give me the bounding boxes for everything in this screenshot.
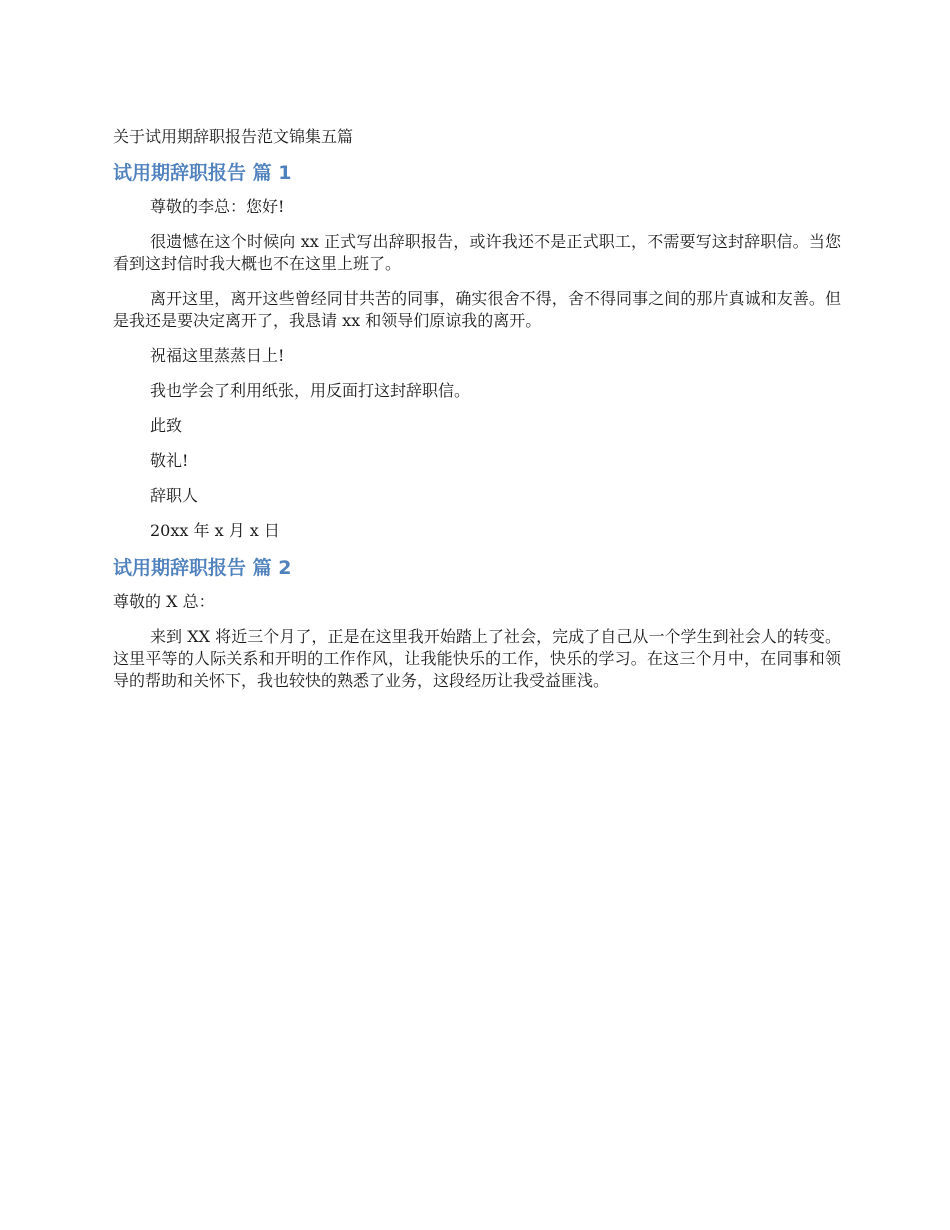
salutation: 尊敬的 X 总：: [113, 592, 215, 611]
section-heading: 试用期辞职报告 篇 2: [113, 557, 292, 579]
section-2: [113, 555, 841, 692]
salutation: 尊敬的李总：您好!: [150, 197, 285, 216]
section-1: [113, 160, 841, 542]
signature-label: 辞职人: [150, 486, 199, 505]
body-paragraph: 离开这里，离开这些曾经同甘共苦的同事，确实很舍不得，舍不得同事之间的那片真诚和友善。但是我还是要决定离开了，我恳请 xx 和领导们原谅我的离开。: [113, 289, 841, 330]
document-title: 关于试用期辞职报告范文锦集五篇: [113, 127, 354, 146]
body-paragraph: 很遗憾在这个时候向 xx 正式写出辞职报告，或许我还不是正式职工，不需要写这封辞职信。当您看到这封信时我大概也不在这里上班了。: [113, 232, 841, 273]
body-paragraph: 祝福这里蒸蒸日上!: [150, 346, 285, 365]
closing-line: 此致: [150, 416, 183, 435]
closing-line: 敬礼!: [150, 451, 189, 470]
signature-date: 20xx 年 x 月 x 日: [150, 521, 280, 540]
body-paragraph: 来到 XX 将近三个月了，正是在这里我开始踏上了社会，完成了自己从一个学生到社会人的转变。这里平等的人际关系和开明的工作作风，让我能快乐的工作，快乐的学习。在这三个月中，在同事和领导的帮助和关怀下，我也较快的熟悉了业务，这段经历让我受益匪浅。: [113, 627, 841, 690]
section-heading: 试用期辞职报告 篇 1: [113, 162, 292, 184]
document-page: [113, 124, 841, 705]
body-paragraph: 我也学会了利用纸张，用反面打这封辞职信。: [150, 381, 471, 400]
